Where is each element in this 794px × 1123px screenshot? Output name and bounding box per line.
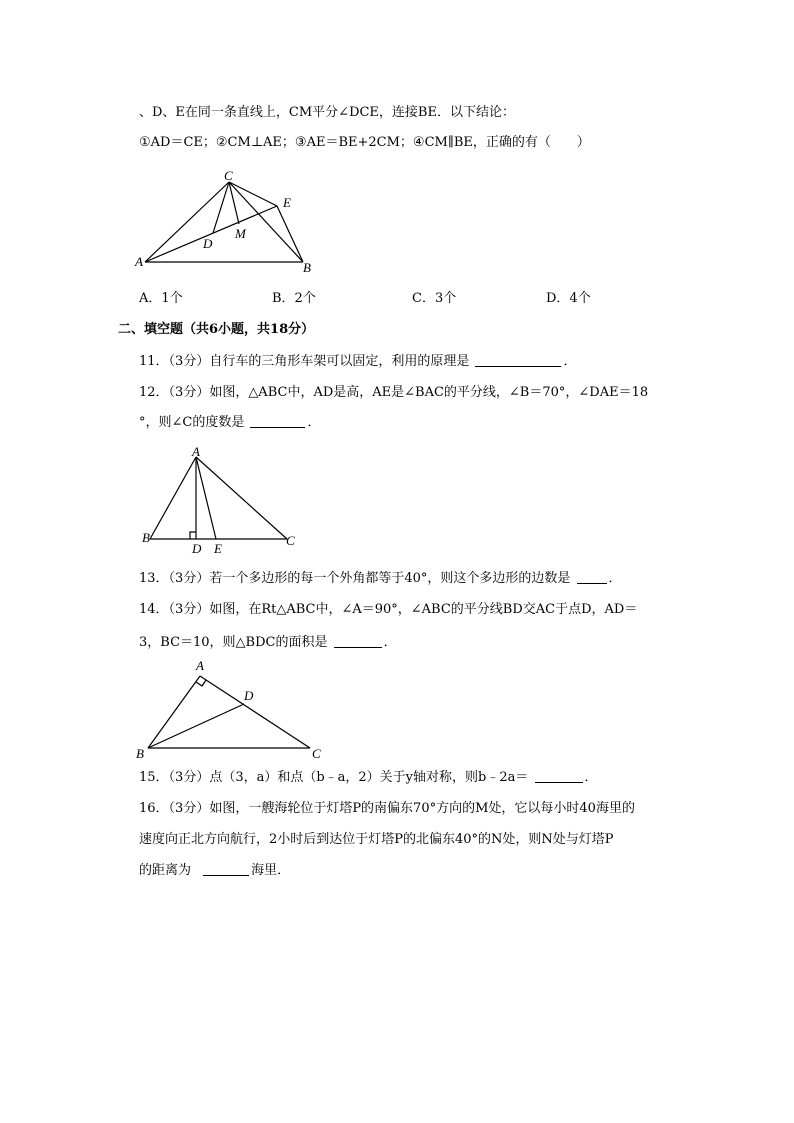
q16-line3: [139, 862, 290, 880]
q14-period: ．: [383, 635, 397, 650]
q14-line2: [139, 634, 397, 652]
section-heading: 二、填空题（共6小题，共18分）: [118, 322, 315, 337]
q13-line: [139, 570, 622, 588]
q14-answer-blank[interactable]: [334, 635, 382, 648]
q13-text: 13．（3分）若一个多边形的每一个外角都等于40°，则这个多边形的边数是: [139, 571, 571, 586]
q12-answer-blank[interactable]: [250, 415, 305, 428]
q14-label-C: C: [312, 746, 321, 761]
q10-line1: 、D、E在同一条直线上，CM平分∠DCE，连接BE．以下结论：: [139, 105, 515, 120]
q10-line2: ①AD＝CE；②CM⊥AE；③AE＝BE+2CM；④CM∥BE，正确的有（ ）: [139, 135, 590, 150]
q12-figure: [140, 446, 310, 558]
q10-choice-b[interactable]: B．2个: [272, 291, 316, 306]
q15-period: ．: [584, 770, 598, 785]
q14-label-A: A: [196, 658, 204, 673]
q16-line3-post: 海里．: [251, 863, 291, 878]
q12-label-A: A: [192, 444, 200, 459]
q10-label-M: M: [235, 226, 246, 241]
q12-line2-text: °，则∠C的度数是: [139, 415, 245, 430]
q16-answer-blank[interactable]: [203, 863, 249, 876]
q15-text: 15．（3分）点（3，a）和点（b﹣a，2）关于y轴对称，则b﹣2a＝: [139, 770, 529, 785]
q10-choice-c[interactable]: C．3个: [412, 291, 457, 306]
q16-line1: 16．（3分）如图，一艘海轮位于灯塔P的南偏东70°方向的M处，它以每小时40海里的: [139, 801, 635, 816]
q13-period: ．: [608, 571, 622, 586]
q10-choice-d[interactable]: D．4个: [546, 291, 591, 306]
q14-figure: [136, 656, 336, 762]
q15-answer-blank[interactable]: [535, 770, 583, 783]
q10-choice-a[interactable]: A．1个: [139, 291, 183, 306]
q10-label-D: D: [203, 236, 213, 251]
q12-label-D: D: [192, 541, 202, 556]
q10-label-A: A: [135, 254, 143, 269]
q10-label-E: E: [283, 195, 291, 210]
q14-line2-text: 3，BC＝10，则△BDC的面积是: [139, 635, 328, 650]
q12-label-C: C: [286, 533, 295, 548]
q12-line1: 12．（3分）如图，△ABC中，AD是高，AE是∠BAC的平分线，∠B＝70°，∠DAE＝18: [139, 385, 649, 400]
q15-line: [139, 769, 598, 787]
q11-text: 11．（3分）自行车的三角形车架可以固定，利用的原理是: [139, 354, 470, 369]
q12-label-E: E: [214, 541, 222, 556]
q11-period: ．: [563, 354, 577, 369]
q10-label-C: C: [224, 168, 233, 183]
q12-line2: [139, 414, 321, 432]
q10-figure: [135, 168, 325, 278]
q16-line2: 速度向正北方向航行，2小时后到达位于灯塔P的北偏东40°的N处，则N处与灯塔P: [139, 832, 614, 847]
q12-label-B: B: [142, 530, 150, 545]
q14-label-D: D: [244, 688, 254, 703]
q14-label-B: B: [136, 746, 144, 761]
q13-answer-blank[interactable]: [577, 571, 607, 584]
q16-line3-pre: 的距离为: [139, 863, 192, 878]
q10-label-B: B: [303, 260, 311, 275]
q12-period: ．: [307, 415, 321, 430]
q14-line1: 14．（3分）如图，在Rt△ABC中，∠A＝90°，∠ABC的平分线BD交AC于点D，AD＝: [139, 602, 638, 617]
q11-line: [139, 353, 576, 371]
q11-answer-blank[interactable]: [475, 354, 561, 367]
